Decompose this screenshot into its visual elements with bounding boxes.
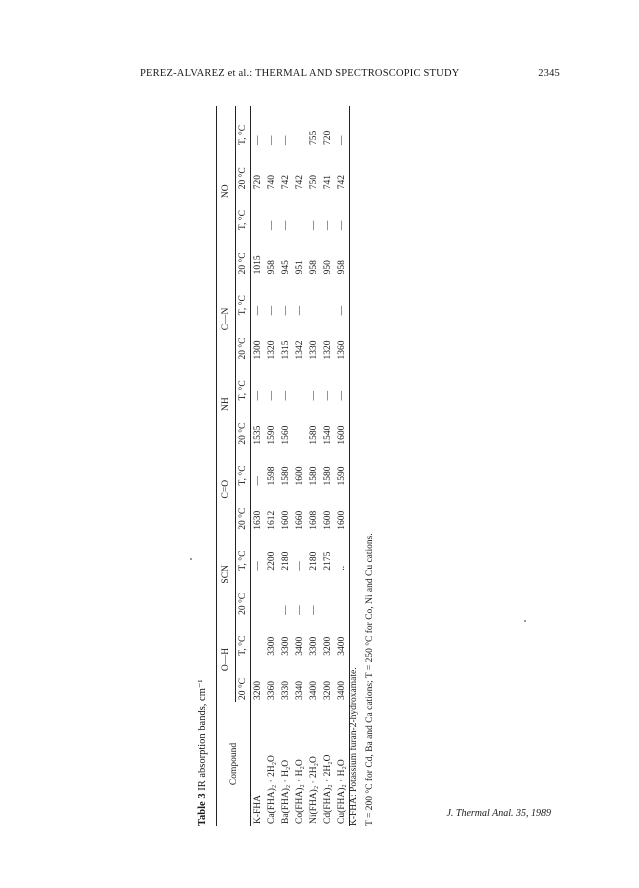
group-header: C—N — [217, 276, 236, 361]
subheader: T, °C — [236, 276, 251, 317]
value-cell: 3340 — [295, 681, 305, 700]
value-cell: 741 — [323, 175, 333, 190]
compound-cell: Ca(FHA)₂ · 2H₂O — [267, 755, 277, 824]
value-cell: 1600 — [295, 466, 305, 486]
running-title: PEREZ-ALVAREZ et al.: THERMAL AND SPECTROSCOPIC STUDY — [140, 68, 460, 79]
group-header: NH — [217, 362, 236, 447]
value-cell: 3330 — [281, 681, 291, 700]
value-cell: 1580 — [281, 466, 291, 486]
value-cell: — — [309, 220, 319, 231]
value-cell: 1598 — [267, 466, 277, 486]
journal-footer: J. Thermal Anal. 35, 1989 — [446, 808, 551, 819]
value-cell: 1342 — [295, 340, 305, 360]
value-cell: — — [253, 135, 263, 145]
value-cell: — — [267, 220, 277, 231]
value-cell — [321, 276, 335, 317]
subheader: T, °C — [236, 447, 251, 488]
value-cell: 1590 — [267, 425, 277, 445]
value-cell: 742 — [335, 147, 350, 191]
compound-cell: Cu(FHA)₂ · H₂O — [335, 702, 350, 826]
value-cell: 1580 — [309, 466, 319, 486]
value-cell: 2175 — [323, 551, 333, 571]
value-cell: 2200 — [267, 551, 277, 571]
subheader: T, °C — [236, 617, 251, 658]
value-cell: — — [335, 276, 350, 317]
table-caption-text: IR absorption bands, cm⁻¹ — [197, 679, 208, 791]
value-cell: — — [323, 220, 333, 231]
subheader: 20 °C — [236, 232, 251, 276]
value-cell: — — [323, 390, 333, 401]
value-cell: — — [253, 475, 263, 486]
subheader: T, °C — [236, 362, 251, 403]
compound-cell: Cd(FHA)₂ · 2H₂O — [323, 754, 333, 824]
group-header: C=O — [217, 447, 236, 532]
value-cell: 945 — [281, 260, 291, 275]
value-cell: 1320 — [267, 340, 277, 360]
compound-header: Compound — [217, 702, 251, 826]
value-cell: — — [335, 191, 350, 232]
group-header: SCN — [217, 532, 236, 617]
value-cell: — — [295, 305, 305, 316]
table-caption-label: Table 3 — [197, 793, 208, 826]
value-cell: 1630 — [253, 510, 263, 530]
value-cell: 3200 — [323, 681, 333, 700]
value-cell: 3200 — [253, 681, 263, 700]
value-cell: — — [295, 605, 305, 615]
value-cell: 720 — [253, 175, 263, 190]
table-caption — [196, 679, 208, 826]
table-row — [265, 106, 279, 826]
compound-cell: Ba(FHA)₂ · H₂O — [281, 759, 291, 824]
value-cell: 958 — [335, 232, 350, 276]
value-cell: 3300 — [281, 636, 291, 656]
subheader: T, °C — [236, 191, 251, 232]
value-cell — [293, 106, 307, 147]
table-row — [321, 106, 335, 826]
value-cell: 1590 — [335, 447, 350, 488]
value-cell — [307, 276, 321, 317]
value-cell: — — [281, 305, 291, 316]
value-cell: 1015 — [253, 255, 263, 275]
compound-cell: Co(FHA)₂ · H₂O — [295, 759, 305, 824]
value-cell: 3400 — [335, 617, 350, 658]
subheader: 20 °C — [236, 487, 251, 531]
group-header-row — [217, 106, 236, 826]
group-header: NO — [217, 106, 236, 276]
value-cell: 742 — [295, 175, 305, 190]
value-cell: 950 — [323, 260, 333, 275]
group-header: O—H — [217, 617, 236, 702]
value-cell: — — [281, 135, 291, 145]
value-cell: 3400 — [295, 636, 305, 656]
value-cell — [265, 573, 279, 617]
value-cell: 755 — [309, 130, 319, 145]
value-cell: — — [335, 106, 350, 147]
value-cell: — — [267, 390, 277, 401]
value-cell: 1600 — [323, 510, 333, 530]
value-cell: 958 — [309, 260, 319, 275]
value-cell: — — [295, 561, 305, 571]
subheader: 20 °C — [236, 573, 251, 617]
value-cell: — — [281, 220, 291, 231]
table-row — [293, 106, 307, 826]
value-cell: 1360 — [335, 317, 350, 361]
value-cell — [251, 573, 266, 617]
value-cell: 1600 — [335, 402, 350, 446]
scan-speck — [524, 620, 526, 622]
value-cell — [321, 573, 335, 617]
value-cell: 3300 — [267, 636, 277, 656]
value-cell: — — [253, 390, 263, 401]
value-cell: — — [309, 390, 319, 401]
table-row — [307, 106, 321, 826]
value-cell: 1580 — [323, 466, 333, 486]
value-cell: 740 — [267, 175, 277, 190]
table-note: T = 200 °C for Cd, Ba and Ca cations; T = 250 °C for Co, Ni and Cu cations. — [365, 533, 375, 826]
value-cell: 3200 — [323, 636, 333, 656]
value-cell — [293, 191, 307, 232]
value-cell: — — [253, 561, 263, 571]
value-cell: 958 — [267, 260, 277, 275]
value-cell: 1608 — [309, 510, 319, 530]
value-cell: 1315 — [281, 340, 291, 360]
value-cell: 3400 — [309, 681, 319, 700]
compound-cell: K-FHA — [253, 794, 263, 824]
subheader: T, °C — [236, 106, 251, 147]
value-cell: 1300 — [253, 340, 263, 360]
table-body — [251, 106, 350, 826]
value-cell: 2180 — [281, 551, 291, 571]
table-row — [251, 106, 266, 826]
ir-table — [216, 106, 350, 826]
subheader: 20 °C — [236, 147, 251, 191]
compound-cell: Ni(FHA)₂ · 2H₂O — [309, 756, 319, 824]
subheader: 20 °C — [236, 658, 251, 702]
table-row — [279, 106, 293, 826]
value-cell: 1560 — [281, 425, 291, 445]
value-cell — [293, 402, 307, 446]
value-cell — [251, 617, 266, 658]
value-cell: — — [335, 362, 350, 403]
value-cell: 750 — [309, 175, 319, 190]
value-cell: 1330 — [309, 340, 319, 360]
value-cell: 1600 — [281, 510, 291, 530]
value-cell: 2180 — [309, 551, 319, 571]
rotated-table-block — [196, 106, 406, 826]
value-cell: 1580 — [309, 425, 319, 445]
subheader: T, °C — [236, 532, 251, 573]
scan-speck — [190, 558, 192, 560]
value-cell: — — [309, 605, 319, 615]
value-cell: — — [253, 305, 263, 316]
value-cell: 1612 — [267, 510, 277, 530]
value-cell: 742 — [281, 175, 291, 190]
value-cell: 1540 — [323, 425, 333, 445]
table-notes — [346, 533, 378, 826]
value-cell — [293, 362, 307, 403]
value-cell: 1600 — [335, 487, 350, 531]
value-cell: 1320 — [323, 340, 333, 360]
subheader: 20 °C — [236, 317, 251, 361]
value-cell: 720 — [323, 130, 333, 145]
value-cell — [251, 191, 266, 232]
value-cell: 3300 — [309, 636, 319, 656]
value-cell: — — [267, 135, 277, 145]
value-cell: — — [267, 305, 277, 316]
table-note: K-FHA: Potassium furan-2-hydroxamate. — [349, 667, 359, 826]
value-cell: 951 — [295, 260, 305, 275]
subheader: 20 °C — [236, 402, 251, 446]
value-cell: — — [281, 605, 291, 615]
value-cell: .. — [335, 532, 350, 573]
value-cell: 1535 — [253, 425, 263, 445]
value-cell: — — [281, 390, 291, 401]
value-cell: 3400 — [335, 658, 350, 702]
page-number: 2345 — [538, 68, 560, 79]
value-cell: 3360 — [267, 681, 277, 700]
value-cell: 1660 — [295, 510, 305, 530]
